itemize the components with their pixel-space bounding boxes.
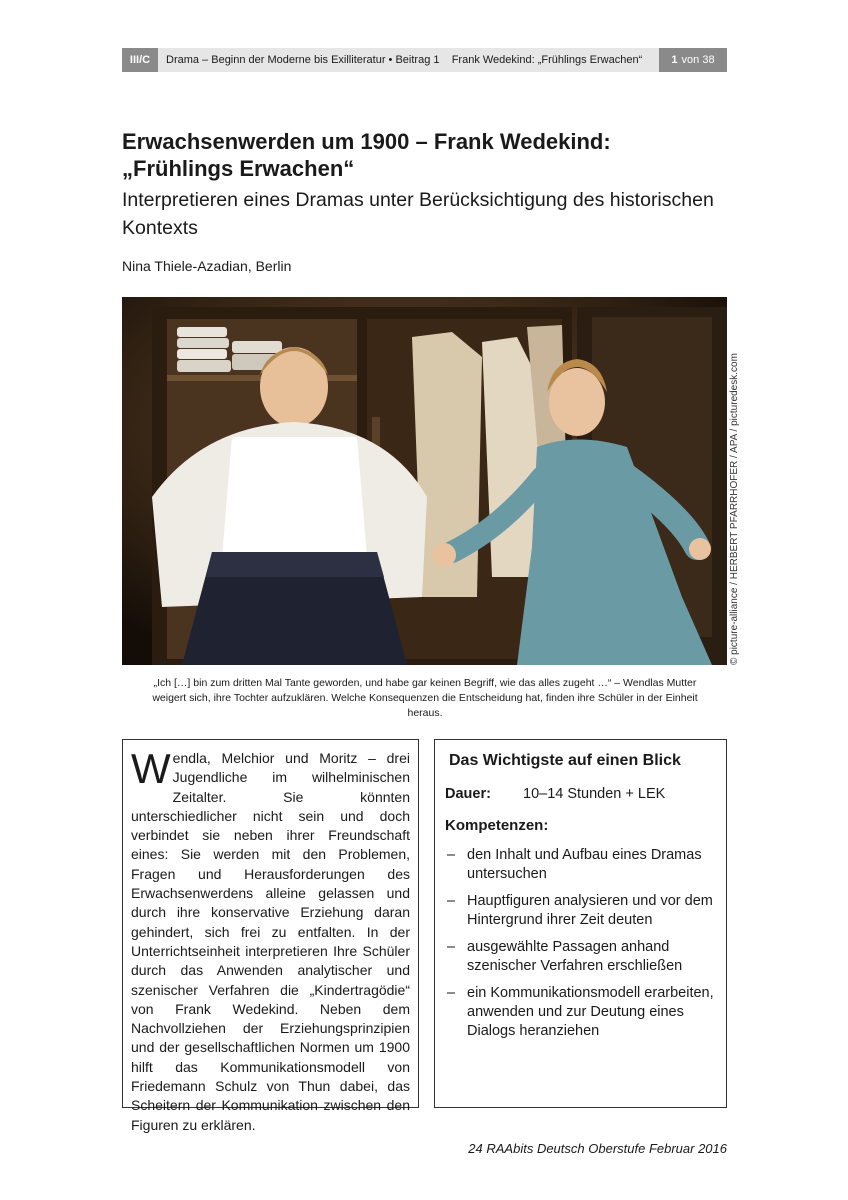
intro-box [122, 739, 419, 1133]
summary-box [434, 739, 727, 1108]
duration-label: Dauer: [445, 786, 491, 802]
bullet-dash: – [447, 939, 456, 955]
page-number: 1 [671, 54, 678, 66]
competencies-heading: Kompetenzen: [445, 817, 549, 834]
duration-value: 10–14 Stunden + LEK [523, 786, 666, 802]
drop-cap: W [131, 745, 171, 792]
list-item [445, 892, 716, 930]
breadcrumb: Drama – Beginn der Moderne bis Exilliteratur • Beitrag 1 Frank Wedekind: „Frühlings Erwachen“ [166, 54, 643, 66]
title-line-2: „Frühlings Erwachen“ [122, 156, 355, 181]
list-item [445, 938, 716, 976]
title-line-1: Erwachsenwerden um 1900 – Frank Wedekind: [122, 129, 611, 154]
footer: 24 RAAbits Deutsch Oberstufe Februar 2016 [468, 1141, 727, 1156]
duration-row [445, 786, 716, 802]
photo-caption: „Ich […] bin zum dritten Mal Tante geworden, und habe gar keinen Begriff, wie das alles zugeht …“ – Wendlas Mutter weigert sich, ihre Tochter aufzuklären. Welche Konsequenzen die Entscheidung hat, finden ihre Schüler in der Einheit heraus. [152, 677, 698, 719]
competencies-list [445, 846, 716, 1041]
list-item [445, 984, 716, 1041]
competency-text: Hauptfiguren analysieren und vor dem Hintergrund ihrer Zeit deuten [467, 893, 713, 928]
subtitle: Interpretieren eines Dramas unter Berücksichtigung des historischen Kontexts [122, 189, 714, 239]
summary-heading: Das Wichtigste auf einen Blick [449, 752, 681, 769]
section-label: III/C [122, 48, 158, 72]
competency-text: ausgewählte Passagen anhand szenischer Verfahren erschließen [467, 939, 683, 974]
page-indicator [659, 48, 727, 72]
competency-text: den Inhalt und Aufbau eines Dramas untersuchen [467, 847, 702, 882]
bullet-dash: – [447, 893, 456, 909]
intro-text: endla, Melchior und Moritz – drei Jugendliche im wilhelminischen Zeitalter. Sie könnten unterschiedlicher nicht sein und doch verbindet sie neben ihrer Freundschaft eines: Sie werden mit den Problemen, Fragen und Herausforderungen des Erwachsenwerdens alleine gelassen und durch ihre konservative Erziehung daran gehindert, sich frei zu entfalten. In der Unterrichtseinheit interpretieren Ihre Schüler durch das Anwenden analytischer und szenischer Verfahren die „Kindertragödie“ von Frank Wedekind. Neben dem Nachvollziehen der Erziehungsprinzipien und der gesellschaftlichen Normen um 1900 hilft das Kommunikationsmodell von Friedemann Schulz von Thun dabei, das Scheitern der Kommunikation zwischen den Figuren zu erklären. [131, 750, 410, 1133]
stage-scene-illustration [122, 297, 727, 665]
header-bar [122, 48, 727, 72]
stage-photo [122, 297, 727, 665]
photo-credit: © picture-alliance / HERBERT PFARRHOFER / APA / picturedesk.com [729, 353, 740, 665]
author: Nina Thiele-Azadian, Berlin [122, 258, 292, 274]
competency-text: ein Kommunikationsmodell erarbeiten, anwenden und zur Deutung eines Dialogs heranziehen [467, 985, 714, 1039]
list-item [445, 846, 716, 884]
bullet-dash: – [447, 847, 456, 863]
page-total: von 38 [681, 54, 715, 66]
bullet-dash: – [447, 985, 456, 1001]
page-title [122, 128, 742, 182]
